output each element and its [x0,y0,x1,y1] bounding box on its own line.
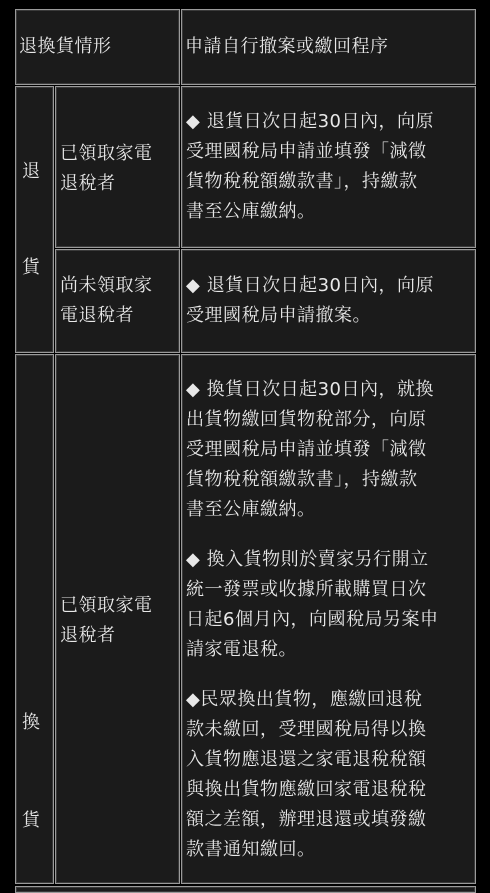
procedure-line: 貨物稅稅額繳款書」，持繳款 [186,469,418,490]
return-not-received-condition-line1: 尚未領取家 [60,275,153,296]
procedure-line: 出貨物繳回貨物稅部分，向原 [186,409,427,430]
procedure-line: 統一發票或收據所載購買日次 [186,579,427,600]
procedure-line: 書至公庫繳納。 [186,499,316,520]
procedure-line: 入貨物應退還之家電退稅稅額 [186,749,427,770]
procedure-line: 款書通知繳回。 [186,839,316,860]
procedure-line: 請家電退稅。 [186,639,297,660]
procedure-line: 額之差額，辦理退還或填發繳 [186,809,427,830]
return-label-top: 退 [22,161,41,182]
exchange-procedure-part2 [186,545,438,665]
procedure-line: 受理國稅局申請並填發「減徵 [186,439,427,460]
return-received-condition [60,139,153,199]
exchange-label-top: 換 [22,712,41,733]
next-row-cell [15,886,476,893]
return-received-procedure [186,107,434,227]
exchange-procedure-part1 [186,375,434,525]
exchange-received-condition [60,591,153,651]
procedure-line: 日起6個月內，向國稅局另案申 [186,609,439,630]
procedure-line: 書至公庫繳納。 [186,201,316,222]
header-procedure-label: 申請自行撤案或繳回程序 [185,36,389,57]
return-not-received-condition-line2: 電退稅者 [60,305,134,326]
return-not-received-procedure [186,271,434,331]
procedure-line: ◆ 退貨日次日起30日內，向原 [186,275,434,296]
return-received-condition-line1: 已領取家電 [60,143,153,164]
return-label-bottom: 貨 [22,257,41,278]
return-not-received-condition [60,271,153,331]
procedure-line: ◆ 退貨日次日起30日內，向原 [186,111,434,132]
exchange-received-condition-line2: 退稅者 [60,625,116,646]
exchange-received-condition-line1: 已領取家電 [60,595,153,616]
exchange-procedure-part3 [186,685,427,865]
procedure-line: 受理國稅局申請撤案。 [186,305,371,326]
procedure-line: 款未繳回，受理國稅局得以換 [186,719,427,740]
procedure-line: ◆ 換貨日次日起30日內，就換 [186,379,434,400]
procedure-line: 受理國稅局申請並填發「減徵 [186,141,427,162]
procedure-line: 與換出貨物應繳回家電退稅稅 [186,779,427,800]
return-received-condition-line2: 退稅者 [60,173,116,194]
return-group-label-cell [15,86,54,353]
procedure-line: 貨物稅稅額繳款書」，持繳款 [186,171,418,192]
exchange-group-label-cell [15,354,54,884]
procedure-line: ◆ 換入貨物則於賣家另行開立 [186,549,429,570]
exchange-label-bottom: 貨 [22,810,41,831]
procedure-line: ◆民眾換出貨物，應繳回退稅 [186,689,423,710]
header-situation-label: 退換貨情形 [19,36,112,57]
